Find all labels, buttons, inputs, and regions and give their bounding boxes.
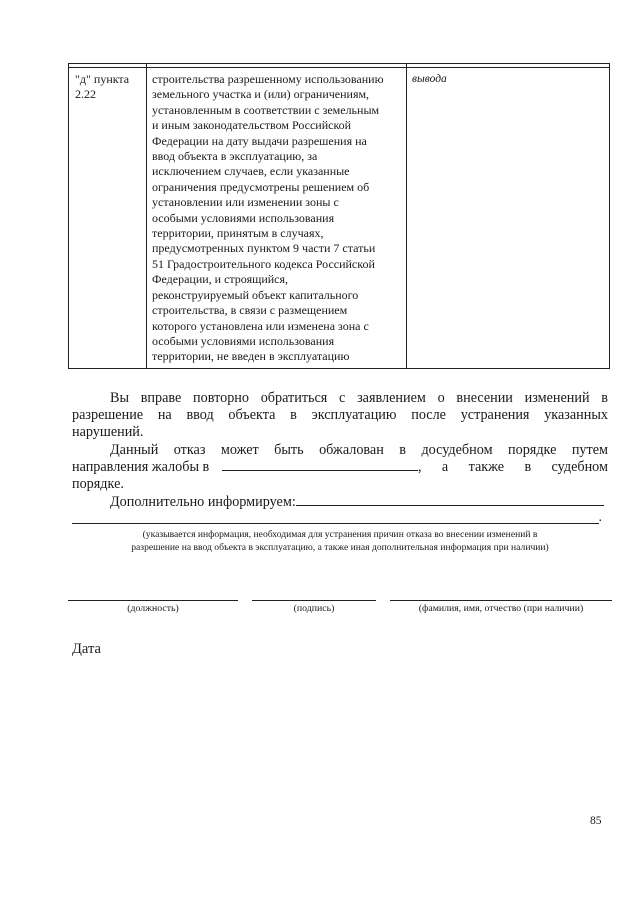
signature-label: (подпись) (293, 603, 335, 614)
additional-info-continuation (72, 512, 602, 524)
description-cell (152, 72, 402, 365)
appeal-paragraph (72, 442, 608, 493)
appeal-text-end: , а также в судебном (418, 459, 608, 475)
description-line: предусмотренных пунктом 9 части 7 статьи (152, 241, 376, 256)
date-label: Дата (72, 641, 101, 657)
description-line: строительства разрешенному использованию (152, 72, 384, 86)
appeal-text: направления жалобы в (72, 459, 210, 475)
description-line: Федерации на дату выдачи разрешения на (152, 133, 367, 148)
description-line: строительства, в связи с размещением (152, 303, 348, 318)
description-line: установленным в соответствии с земельным (152, 102, 380, 117)
table-top-rule (69, 67, 609, 68)
hint-line: разрешение на ввод объекта в эксплуатацию, а также иная дополнительная информация при наличии) (131, 542, 549, 553)
reapply-paragraph (72, 390, 608, 441)
additional-info-hint (80, 528, 600, 554)
additional-info-field-2[interactable] (72, 523, 599, 524)
description-line: ввод объекта в эксплуатацию, за (152, 149, 318, 164)
additional-info-line (72, 494, 608, 511)
paragraph-line (72, 459, 608, 476)
additional-info-field[interactable] (296, 505, 604, 506)
position-label: (должность) (127, 603, 179, 614)
note-cell: вывода (412, 73, 447, 85)
description-line: установлении или изменении зоны с (152, 195, 339, 210)
description-line: реконструируемый объект капитального (152, 287, 359, 302)
description-line: земельного участка и (или) ограничениям, (152, 87, 370, 102)
reference-line: "д" пункта (75, 72, 130, 86)
paragraph-line: порядке. (72, 476, 124, 492)
end-mark: . (598, 510, 602, 525)
description-line: и иным законодательством Российской (152, 118, 352, 133)
description-line: ограничения предусмотрены решением об (152, 179, 370, 194)
description-line: территории, принятым в случаях, (152, 226, 324, 241)
column-divider (146, 64, 147, 368)
paragraph-line: Данный отказ может быть обжалован в досудебном порядке путем (110, 442, 608, 458)
column-divider (406, 64, 407, 368)
refusal-reasons-table (68, 63, 610, 369)
reference-cell (75, 72, 143, 103)
description-line: особыми условиями использования (152, 210, 335, 225)
full-name-line[interactable] (390, 600, 612, 601)
hint-line: (указывается информация, необходимая для устранения причин отказа во внесении изменений в (142, 529, 538, 540)
appeal-authority-field[interactable] (222, 470, 418, 471)
description-line: особыми условиями использования (152, 333, 335, 348)
description-line: Федерации, и строящийся, (152, 272, 289, 287)
signature-line[interactable] (252, 600, 376, 601)
reference-line: 2.22 (75, 87, 96, 102)
paragraph-line: разрешение на ввод объекта в эксплуатацию после устранения указанных (72, 407, 608, 423)
description-line: которого установлена или изменена зона с (152, 318, 369, 333)
full-name-label: (фамилия, имя, отчество (при наличии) (418, 603, 584, 614)
description-line: 51 Градостроительного кодекса Российской (152, 256, 375, 271)
additional-info-label: Дополнительно информируем: (110, 494, 296, 510)
position-line[interactable] (68, 600, 238, 601)
paragraph-line: Вы вправе повторно обратиться с заявлением о внесении изменений в (110, 390, 608, 406)
page-number: 85 (590, 815, 602, 827)
appeal-text-start (72, 459, 222, 476)
description-line: территории, не введен в эксплуатацию (152, 349, 350, 364)
description-line: исключением случаев, если указанные (152, 164, 350, 179)
paragraph-line: нарушений. (72, 424, 144, 440)
